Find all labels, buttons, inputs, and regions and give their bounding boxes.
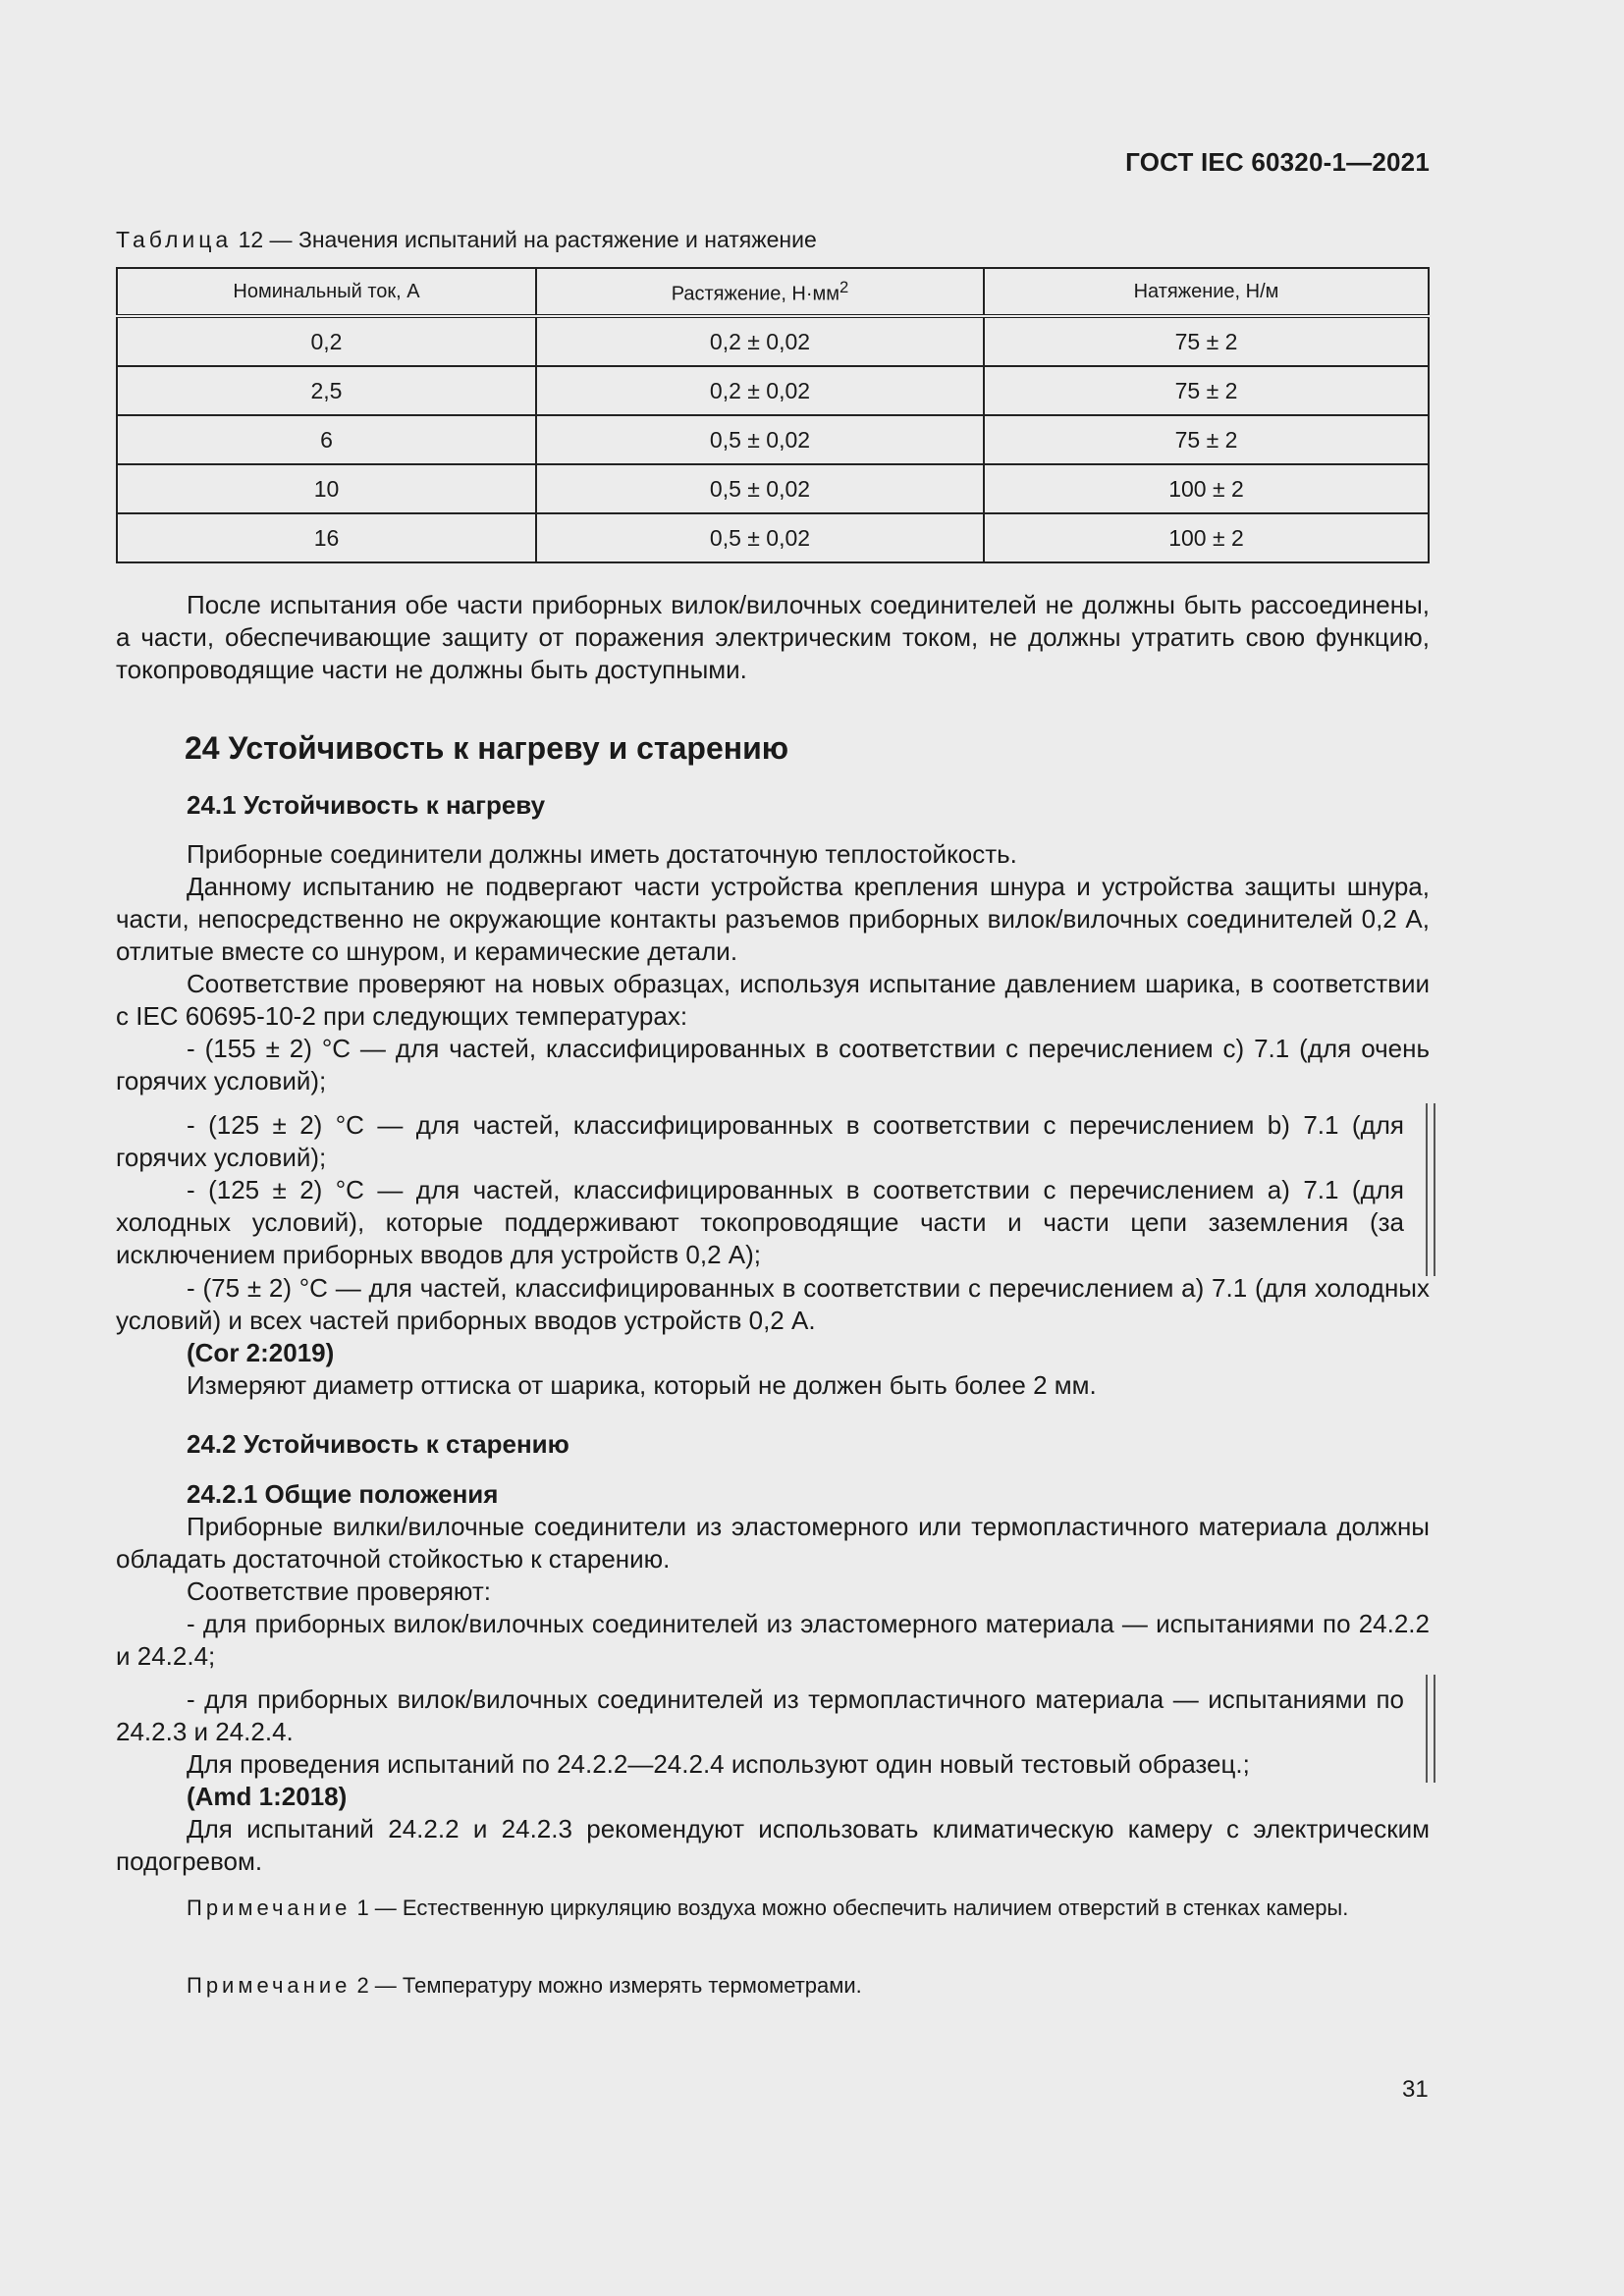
table-row xyxy=(117,316,1429,366)
subsection-24-1-heading: 24.1 Устойчивость к нагреву xyxy=(187,790,546,820)
amendment-reference: (Amd 1:2018) xyxy=(187,1782,348,1811)
table-cell: 100 ± 2 xyxy=(984,464,1429,513)
table-cell: 10 xyxy=(117,464,536,513)
note-label: Примечание xyxy=(187,1973,352,1998)
section-24-1-amended-block xyxy=(116,1109,1404,1271)
after-table-block xyxy=(116,589,1430,686)
header-tension-label: Растяжение, Н·мм xyxy=(671,283,840,305)
section-24-1-block xyxy=(116,789,1430,1097)
table-cell: 0,2 xyxy=(117,316,536,366)
table-cell: 0,2 ± 0,02 xyxy=(536,366,984,415)
section-24-1-tail-block xyxy=(116,1272,1430,1402)
table-row xyxy=(117,366,1429,415)
list-item: - для приборных вилок/вилочных соединителей из термопластичного материала — испытаниями по 24.2.3 и 24.2.4. xyxy=(116,1684,1404,1746)
test-values-table xyxy=(116,267,1430,563)
table-row xyxy=(117,464,1429,513)
table-caption-label: Таблица xyxy=(116,227,233,252)
section-24-2-tail-block xyxy=(116,1781,1430,1878)
section-24-2-amended-block xyxy=(116,1683,1404,1781)
list-item: - (125 ± 2) °С — для частей, классифицированных в соответствии с перечислением а) 7.1 (для холодных условий), которые поддерживают токопроводящие части и части цепи заземления (за исключением приборных вводов для устройств 0,2 А); xyxy=(116,1175,1404,1269)
table-row xyxy=(117,415,1429,464)
section-24-heading: 24 Устойчивость к нагреву и старению xyxy=(185,730,789,766)
note-label: Примечание xyxy=(187,1896,352,1920)
paragraph: Приборные вилки/вилочные соединители из эластомерного или термопластичного материала должны обладать достаточной стойкостью к старению. xyxy=(116,1512,1430,1574)
section-24-2-block xyxy=(116,1428,1430,1673)
table-cell: 100 ± 2 xyxy=(984,513,1429,562)
note-paragraph xyxy=(116,1893,1430,1924)
subsection-24-2-heading: 24.2 Устойчивость к старению xyxy=(187,1429,569,1459)
paragraph: Соответствие проверяют на новых образцах, используя испытание давлением шарика, в соответствии с IEC 60695-10-2 при следующих температурах: xyxy=(116,969,1430,1031)
paragraph: Соответствие проверяют: xyxy=(187,1576,491,1606)
table-cell: 75 ± 2 xyxy=(984,316,1429,366)
list-item: - (125 ± 2) °С — для частей, классифицированных в соответствии с перечислением b) 7.1 (для горячих условий); xyxy=(116,1110,1404,1172)
list-item: - для приборных вилок/вилочных соединителей из эластомерного материала — испытаниями по 24.2.2 и 24.2.4; xyxy=(116,1609,1430,1671)
table-caption-text: 12 — Значения испытаний на растяжение и натяжение xyxy=(232,227,817,252)
note-text: 2 — Температуру можно измерять термометрами. xyxy=(351,1973,862,1998)
list-item: - (155 ± 2) °С — для частей, классифицированных в соответствии с перечислением с) 7.1 (для очень горячих условий); xyxy=(116,1034,1430,1095)
header-tension xyxy=(536,268,984,316)
table-header-row xyxy=(117,268,1429,316)
change-bar xyxy=(1426,1675,1435,1783)
table-cell: 6 xyxy=(117,415,536,464)
table-row xyxy=(117,513,1429,562)
header-nominal-current: Номинальный ток, А xyxy=(117,268,536,316)
table-cell: 0,2 ± 0,02 xyxy=(536,316,984,366)
note-1 xyxy=(116,1893,1430,1924)
header-tension-superscript: 2 xyxy=(839,277,849,296)
table-cell: 16 xyxy=(117,513,536,562)
table-cell: 0,5 ± 0,02 xyxy=(536,415,984,464)
table-cell: 0,5 ± 0,02 xyxy=(536,464,984,513)
note-paragraph xyxy=(116,1970,1430,2002)
table-cell: 75 ± 2 xyxy=(984,366,1429,415)
correction-reference: (Cor 2:2019) xyxy=(187,1338,335,1367)
table-cell: 2,5 xyxy=(117,366,536,415)
note-text: 1 — Естественную циркуляцию воздуха можно обеспечить наличием отверстий в стенках камеры. xyxy=(351,1896,1349,1920)
paragraph: Данному испытанию не подвергают части устройства крепления шнура и устройства защиты шнура, части, непосредственно не окружающие контакты разъемов приборных вилок/вилочных соединителей 0,2 А, отлитые вместе со шнуром, и керамические детали. xyxy=(116,872,1430,966)
table-cell: 0,5 ± 0,02 xyxy=(536,513,984,562)
paragraph: После испытания обе части приборных вилок/вилочных соединителей не должны быть рассоединены, а части, обеспечивающие защиту от поражения электрическим током, не должны утратить свою функцию, токопроводящие части не должны быть доступными. xyxy=(116,590,1430,684)
page-number: 31 xyxy=(1402,2076,1429,2103)
header-pull: Натяжение, Н/м xyxy=(984,268,1429,316)
change-bar xyxy=(1426,1103,1435,1276)
list-item: - (75 ± 2) °С — для частей, классифицированных в соответствии с перечислением а) 7.1 (для холодных условий) и всех частей приборных вводов устройств 0,2 А. xyxy=(116,1273,1430,1335)
paragraph: Измеряют диаметр оттиска от шарика, который не должен быть более 2 мм. xyxy=(187,1370,1097,1400)
note-2 xyxy=(116,1970,1430,2002)
table-caption xyxy=(116,227,817,253)
document-id: ГОСТ IEC 60320-1—2021 xyxy=(1125,147,1430,177)
table-cell: 75 ± 2 xyxy=(984,415,1429,464)
paragraph: Для испытаний 24.2.2 и 24.2.3 рекомендуют использовать климатическую камеру с электрическим подогревом. xyxy=(116,1814,1430,1876)
subsection-24-2-1-heading: 24.2.1 Общие положения xyxy=(187,1479,499,1509)
paragraph: Для проведения испытаний по 24.2.2—24.2.4 используют один новый тестовый образец.; xyxy=(187,1749,1250,1779)
paragraph: Приборные соединители должны иметь достаточную теплостойкость. xyxy=(187,839,1017,869)
